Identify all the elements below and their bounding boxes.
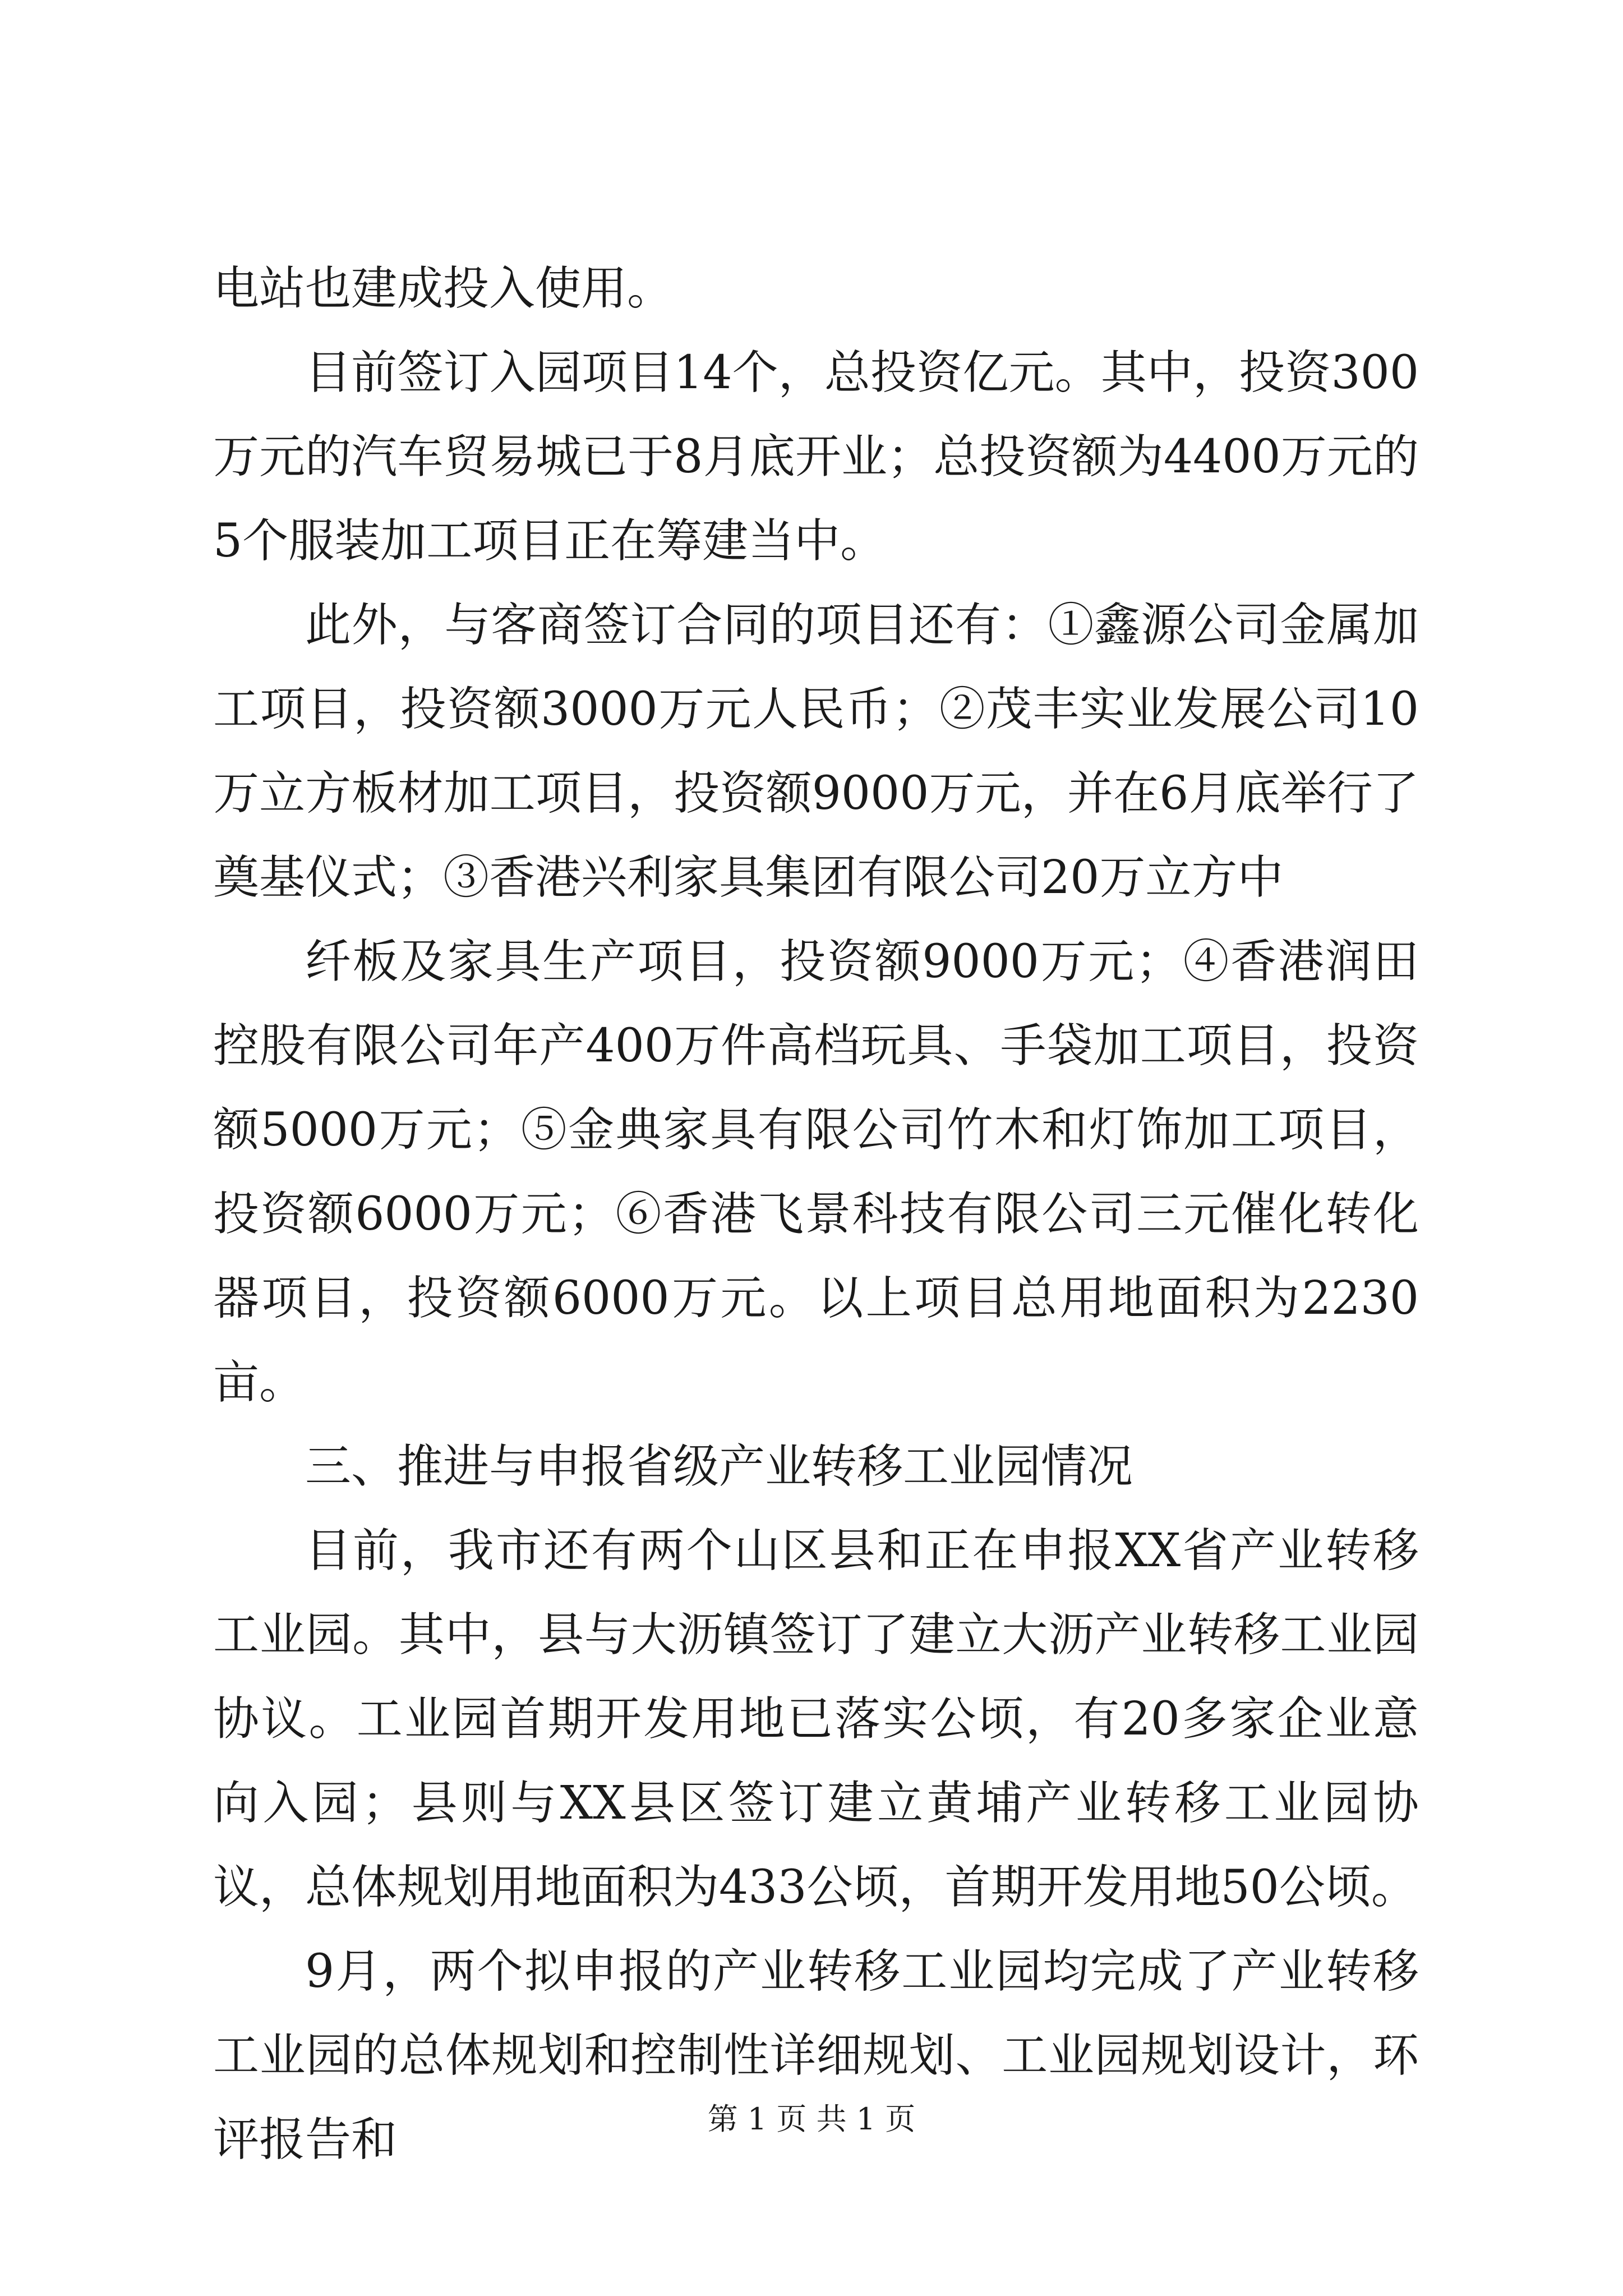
paragraph-4: 纤板及家具生产项目，投资额9000万元；④香港润田控股有限公司年产400万件高档玩具、手袋加工项目，投资额5000万元；⑤金典家具有限公司竹木和灯饰加工项目，投资额6000万元；⑥香港飞景科技有限公司三元催化转化器项目，投资额6000万元。以上项目总用地面积为2230亩。 <box>213 935 1419 1409</box>
paragraph-6: 9月，两个拟申报的产业转移工业园均完成了产业转移工业园的总体规划和控制性详细规划、工业园规划设计，环评报告和 <box>213 1945 1419 2166</box>
paragraph-5: 目前，我市还有两个山区县和正在申报XX省产业转移工业园。其中，县与大沥镇签订了建立大沥产业转移工业园协议。工业园首期开发用地已落实公顷，有20多家企业意向入园；县则与XX县区签订建立黄埔产业转移工业园协议，总体规划用地面积为433公顷，首期开发用地50公顷。 <box>213 1524 1419 1914</box>
paragraph-1: 电站也建成投入使用。 <box>213 262 674 315</box>
paragraph-3: 此外，与客商签订合同的项目还有：①鑫源公司金属加工项目，投资额3000万元人民币；②茂丰实业发展公司10万立方板材加工项目，投资额9000万元，并在6月底举行了奠基仪式；③香港兴利家具集团有限公司20万立方中 <box>213 599 1419 904</box>
paragraph-2: 目前签订入园项目14个，总投资亿元。其中，投资300万元的汽车贸易城已于8月底开业；总投资额为4400万元的5个服装加工项目正在筹建当中。 <box>213 346 1419 568</box>
page-number-footer: 第 1 页 共 1 页 <box>707 2101 916 2137</box>
section-heading: 三、推进与申报省级产业转移工业园情况 <box>305 1440 1133 1493</box>
document-body <box>213 247 1419 2182</box>
